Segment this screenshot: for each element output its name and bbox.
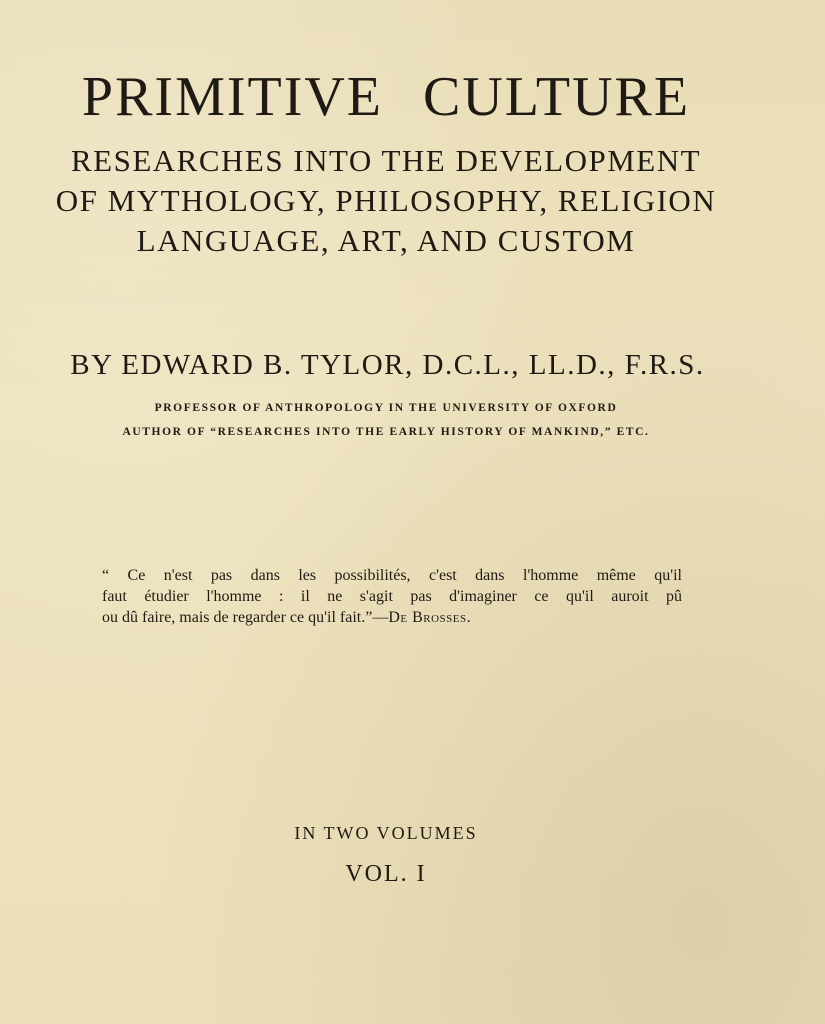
epigraph [102,565,682,628]
epigraph-line-3-text: ou dû faire, mais de regarder ce qu'il fait.”— [102,609,389,626]
volume-number: VOL. I [345,861,427,887]
subtitle-line-1: RESEARCHES INTO THE DEVELOPMENT [70,143,702,178]
author-credential-prior-work: AUTHOR OF “RESEARCHES INTO THE EARLY HISTORY OF MANKIND,” ETC. [122,426,650,438]
epigraph-line-2: faut étudier l'homme : il ne s'agit pas d'imaginer ce qu'il auroit pû [102,588,682,605]
volumes-note: IN TWO VOLUMES [294,823,478,843]
author-line: BY EDWARD B. TYLOR, D.C.L., LL.D., F.R.S. [70,349,705,381]
subtitle-line-3: LANGUAGE, ART, AND CUSTOM [136,223,636,258]
subtitle-line-2: OF MYTHOLOGY, PHILOSOPHY, RELIGION [55,183,717,218]
epigraph-line-1: “ Ce n'est pas dans les possibilités, c'est dans l'homme même qu'il [102,567,682,584]
book-title: PRIMITIVE CULTURE [81,66,691,128]
epigraph-line-3 [102,607,682,628]
epigraph-attribution: De Brosses. [388,609,472,626]
author-credential-professorship: PROFESSOR OF ANTHROPOLOGY IN THE UNIVERSITY OF OXFORD [154,402,618,414]
